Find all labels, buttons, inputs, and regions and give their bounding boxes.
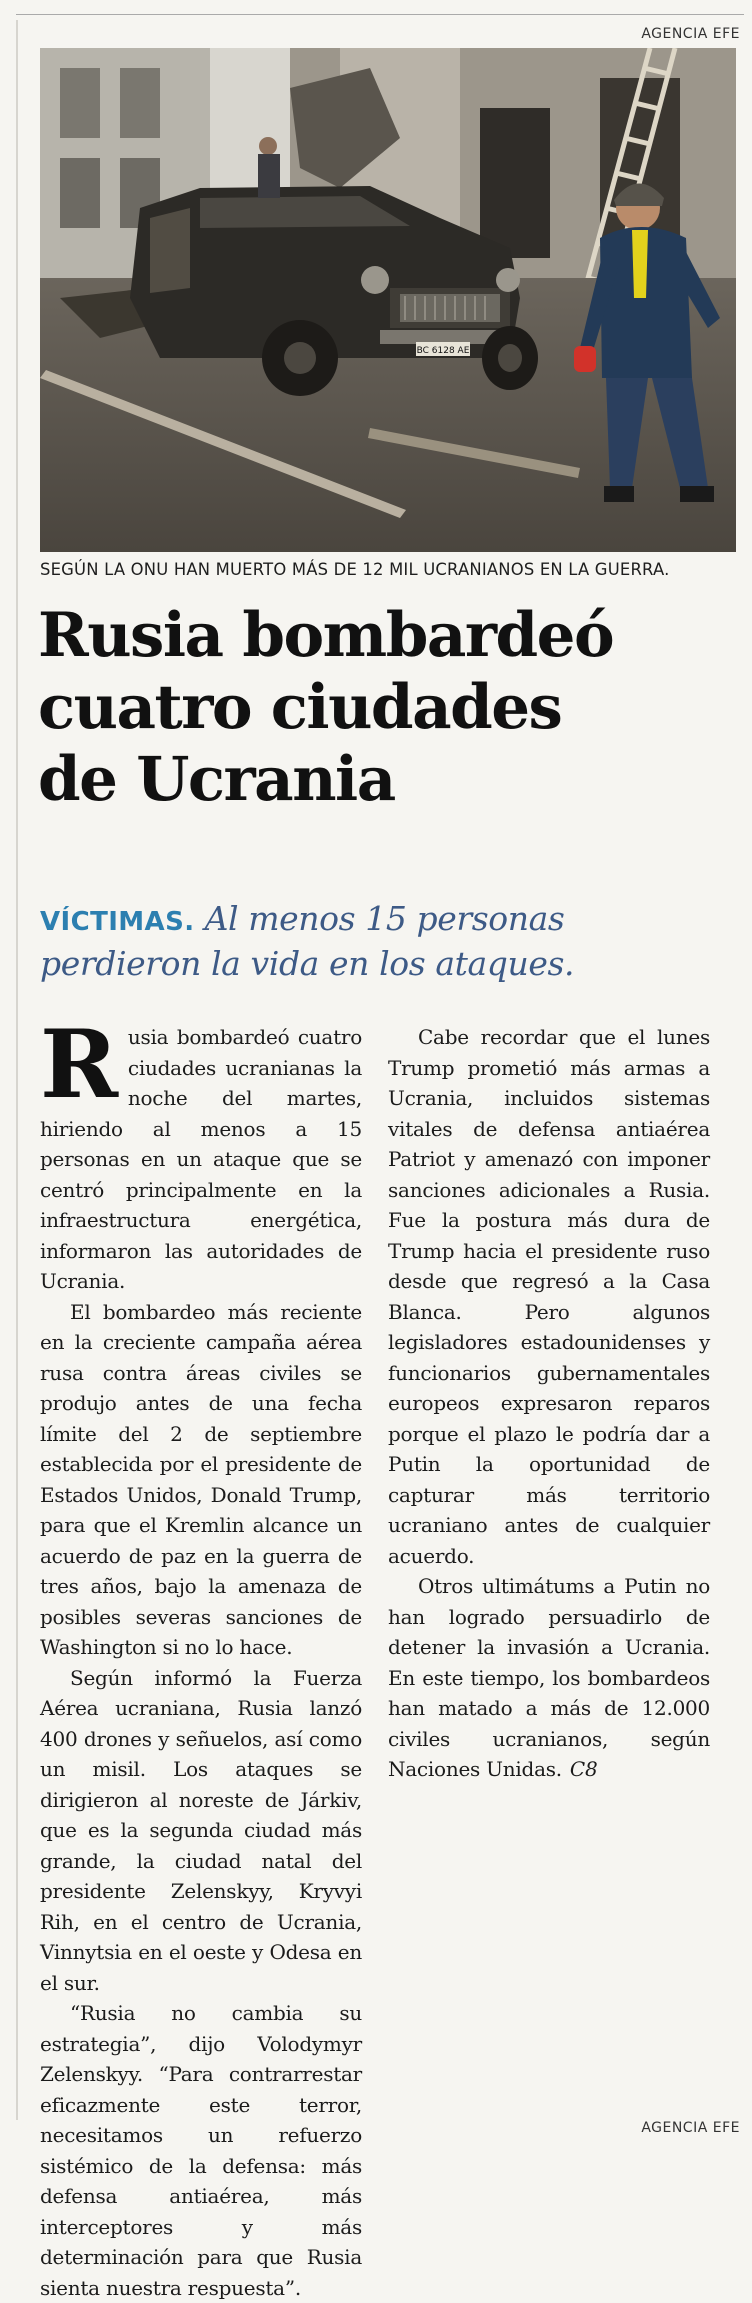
end-mark-icon: C8 [569, 1757, 598, 1781]
paragraph-6 [388, 1571, 710, 1785]
article-column-right [388, 1022, 710, 1785]
headline [38, 600, 738, 816]
news-photo [40, 48, 736, 552]
deck-subheadline [40, 898, 740, 985]
photo-credit: AGENCIA EFE [641, 26, 740, 42]
photo-caption: SEGÚN LA ONU HAN MUERTO MÁS DE 12 MIL UCRANIANOS EN LA GUERRA. [40, 560, 670, 579]
paragraph-1 [40, 1010, 362, 1297]
deck-kicker: VÍCTIMAS. [40, 907, 195, 937]
paragraph-1-text: usia bombardeó cuatro ciudades ucranianas la noche del martes, hiriendo al menos a 15 personas en un ataque que se centró principalmente en la infraestructura energética, informaron las autoridades de Ucrania. [40, 1025, 362, 1293]
burned-car-photo [40, 48, 736, 552]
headline-line-2: cuatro ciudades [38, 672, 562, 743]
article-column-left [40, 1010, 362, 2303]
paragraph-6-text: Otros ultimátums a Putin no han logrado persuadirlo de detener la invasión a Ucrania. En este tiempo, los bombardeos han matado a más de 12.000 civiles ucranianos, según Naciones Unidas. [388, 1574, 710, 1781]
headline-line-1: Rusia bombardeó [38, 600, 614, 671]
paragraph-4-text: “Rusia no cambia su estrategia”, dijo Volodymyr Zelenskyy. “Para contrarrestar eficazmente este terror, necesitamos un refuerzo sistémico de la defensa: más defensa antiaérea, más interceptores y más determinación para que Rusia sienta nuestra respuesta”. [40, 2001, 362, 2300]
top-rule [16, 14, 744, 15]
headline-line-3: de Ucrania [38, 744, 395, 815]
drop-cap: R [40, 1010, 118, 1120]
license-plate-text: BC 6128 AE [416, 346, 470, 356]
deck-text-line-1: Al menos 15 personas [204, 899, 565, 938]
paragraph-2: El bombardeo más reciente en la creciente campaña aérea rusa contra áreas civiles se produjo antes de una fecha límite del 2 de septiembre establecida por el presidente de Estados Unidos, Donald Trump, para que el Kremlin alcance un acuerdo de paz en la guerra de tres años, bajo la amenaza de posibles severas sanciones de Washington si no lo hace. [40, 1299, 362, 1659]
photo-credit-bottom: AGENCIA EFE [641, 2120, 740, 2136]
left-margin-rule [16, 20, 18, 2120]
deck-text-line-2: perdieron la vida en los ataques. [40, 944, 575, 983]
paragraph-5: Cabe recordar que el lunes Trump prometió más armas a Ucrania, incluidos sistemas vitales de defensa antiaérea Patriot y amenazó con imponer sanciones adicionales a Rusia. Fue la postura más dura de Trump hacia el presidente ruso desde que regresó a la Casa Blanca. Pero algunos legisladores estadounidenses y funcionarios gubernamentales europeos expresaron reparos porque el plazo le podría dar a Putin la oportunidad de capturar más territorio ucraniano antes de cualquier acuerdo. [388, 1025, 710, 1568]
bystander [258, 137, 280, 198]
paragraph-3: Según informó la Fuerza Aérea ucraniana, Rusia lanzó 400 drones y señuelos, así como un misil. Los ataques se dirigieron al noreste de Járkiv, que es la segunda ciudad más grande, la ciudad natal del presidente Zelenskyy, Kryvyi Rih, en el centro de Ucrania, Vinnytsia en el oeste y Odesa en el sur. [40, 1665, 362, 1995]
paragraph-4 [40, 1998, 362, 2303]
